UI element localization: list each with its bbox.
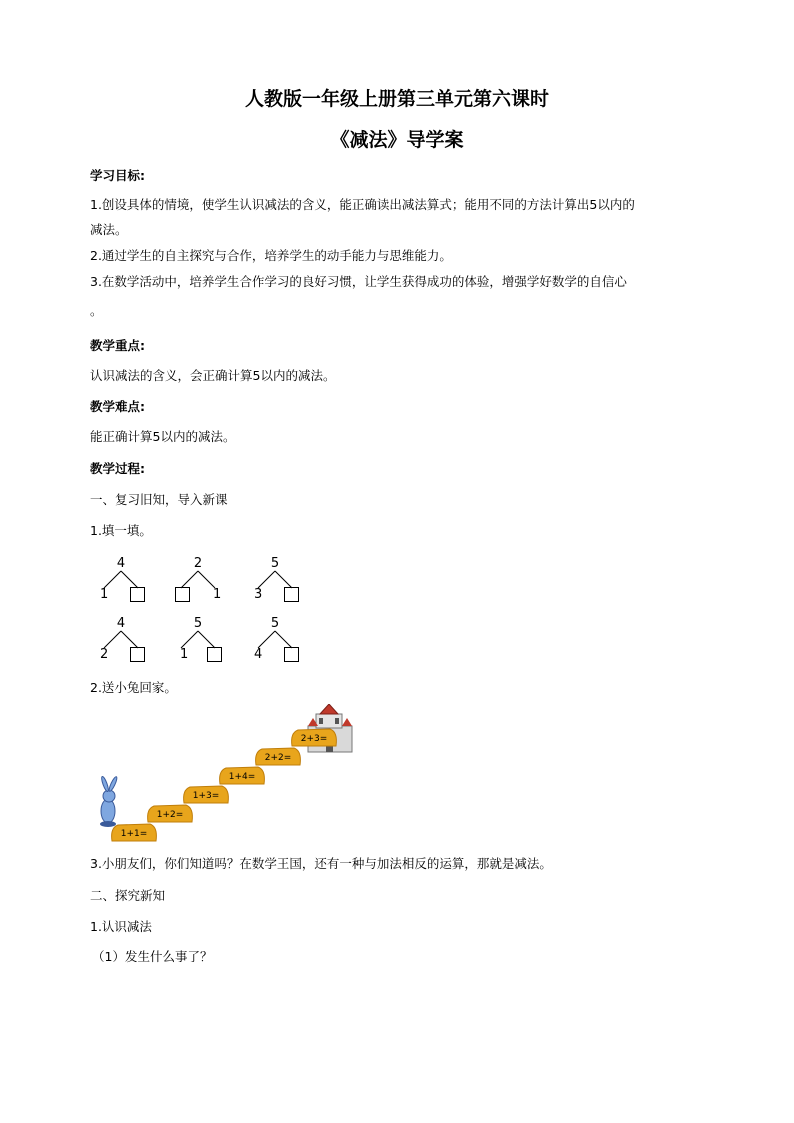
rabbit-staircase-illustration <box>96 704 366 846</box>
step-equation: 2+3= <box>300 734 328 744</box>
number-bond <box>252 616 322 664</box>
step-stone <box>148 805 193 822</box>
number-bond <box>98 556 168 604</box>
section-2-heading: 二、探究新知 <box>90 888 166 903</box>
staircase-steps <box>112 729 337 841</box>
bond-top-number: 2 <box>193 556 203 571</box>
objective-3a: 3.在数学活动中，培养学生合作学习的良好习惯，让学生获得成功的体验，增强学好数学的自信心 <box>90 274 627 289</box>
bond-left-number: 3 <box>254 587 263 602</box>
answer-box[interactable] <box>284 647 299 662</box>
key-points-heading: 教学重点: <box>90 338 145 353</box>
bond-top-number: 5 <box>270 616 280 631</box>
bond-left-number: 1 <box>100 587 109 602</box>
bond-right-number: 1 <box>213 587 222 602</box>
question-1: 1.填一填。 <box>90 523 152 538</box>
answer-box[interactable] <box>175 587 190 602</box>
step-equation: 1+4= <box>228 772 256 782</box>
step-stone <box>256 748 301 765</box>
number-bond <box>175 616 245 664</box>
bond-left-number: 4 <box>254 647 263 662</box>
objective-1b: 减法。 <box>90 222 128 237</box>
step-equation: 1+3= <box>192 791 220 801</box>
bond-left-number: 2 <box>100 647 109 662</box>
difficulties-text: 能正确计算5以内的减法。 <box>90 429 236 444</box>
bond-top-number: 5 <box>270 556 280 571</box>
step-stone <box>220 767 265 784</box>
answer-box[interactable] <box>130 647 145 662</box>
step-stone <box>112 824 157 841</box>
question-3: 3.小朋友们，你们知道吗？在数学王国，还有一种与加法相反的运算，那就是减法。 <box>90 856 552 871</box>
process-heading: 教学过程: <box>90 461 145 476</box>
bond-left-number: 1 <box>180 647 189 662</box>
section-1-heading: 一、复习旧知，导入新课 <box>90 492 228 507</box>
question-2: 2.送小兔回家。 <box>90 680 177 695</box>
answer-box[interactable] <box>207 647 222 662</box>
doc-subtitle: 《减法》导学案 <box>330 129 464 151</box>
step-equation: 1+2= <box>156 810 184 820</box>
bond-top-number: 4 <box>116 556 126 571</box>
number-bond <box>175 556 245 604</box>
number-bond <box>98 616 168 664</box>
answer-box[interactable] <box>130 587 145 602</box>
number-bond <box>252 556 322 604</box>
objectives-heading: 学习目标: <box>90 168 145 183</box>
doc-title: 人教版一年级上册第三单元第六课时 <box>244 88 549 110</box>
subsection-1-question: （1）发生什么事了？ <box>92 949 213 964</box>
subsection-1: 1.认识减法 <box>90 919 152 934</box>
rabbit-icon <box>100 776 118 827</box>
step-stone <box>184 786 229 803</box>
key-points-text: 认识减法的含义，会正确计算5以内的减法。 <box>90 368 336 383</box>
objective-1a: 1.创设具体的情境，使学生认识减法的含义，能正确读出减法算式；能用不同的方法计算出5以内的 <box>90 197 635 212</box>
answer-box[interactable] <box>284 587 299 602</box>
bond-top-number: 5 <box>193 616 203 631</box>
step-stone <box>292 729 337 746</box>
bond-top-number: 4 <box>116 616 126 631</box>
objective-2: 2.通过学生的自主探究与合作，培养学生的动手能力与思维能力。 <box>90 248 452 263</box>
difficulties-heading: 教学难点: <box>90 399 145 414</box>
step-equation: 1+1= <box>120 829 148 839</box>
step-equation: 2+2= <box>264 753 292 763</box>
objective-3b: 。 <box>90 303 103 318</box>
